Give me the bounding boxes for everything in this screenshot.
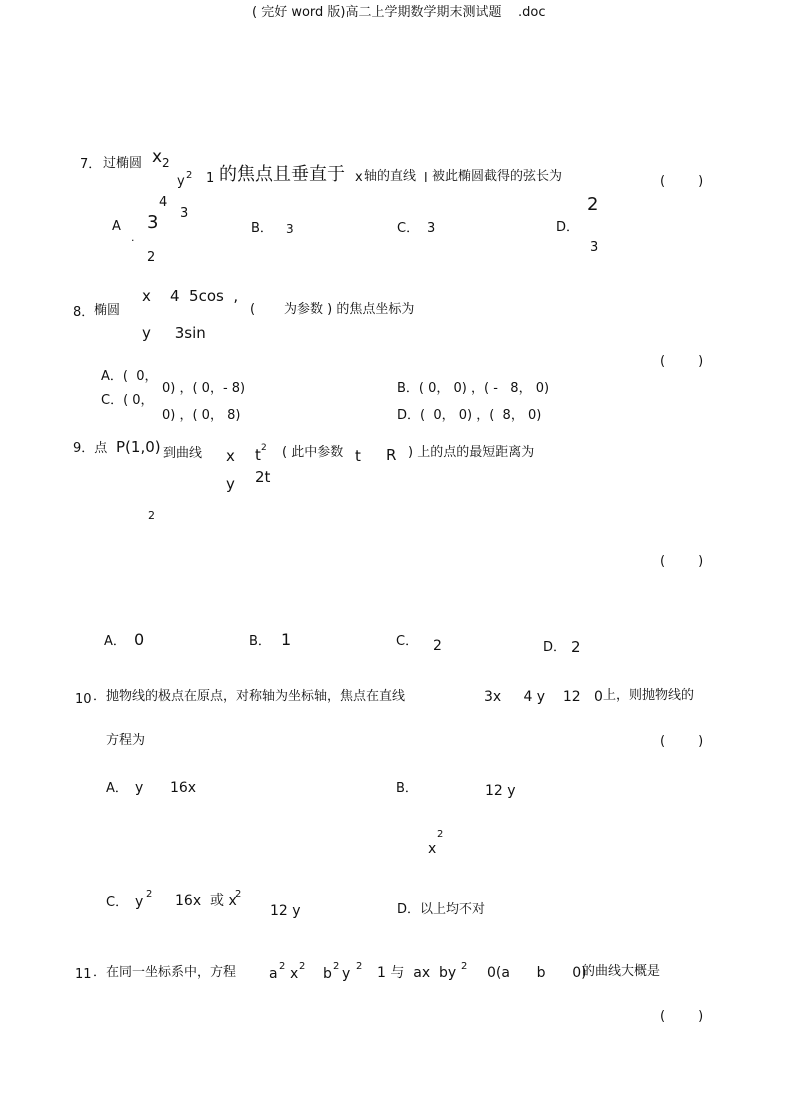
math-exponent: 2 — [279, 961, 286, 972]
answer-paren: ( ) — [660, 174, 704, 189]
question-text: 方程为 — [106, 733, 146, 748]
option-d-label: D． — [556, 220, 580, 235]
math-2t: 2t — [255, 468, 271, 486]
question-text: 的曲线大概是 — [582, 964, 661, 979]
question-number: 9．点 — [73, 441, 108, 456]
option-a-cont: 0) ，( 0，- 8) — [162, 381, 246, 396]
math-exponent: 2 — [261, 443, 267, 453]
question-text: 轴的直线 — [364, 169, 417, 184]
option-a-label: A． — [104, 634, 126, 649]
math-l: l — [424, 171, 428, 186]
math-exponent: 2 — [333, 961, 340, 972]
option-c-value: 2 — [433, 638, 442, 654]
question-text: 被此椭圆截得的弦长为 — [432, 169, 563, 184]
option-c-value: 12 y — [270, 903, 301, 919]
option-d-den: 3 — [590, 240, 599, 255]
answer-paren: ( ) — [660, 734, 704, 749]
option-a-value: 3 — [147, 212, 159, 233]
math-R: R — [386, 446, 397, 464]
answer-paren: ( ) — [660, 554, 704, 569]
math-t: t — [255, 446, 261, 464]
math-x: x — [152, 147, 163, 167]
math-a: a — [269, 966, 278, 982]
option-a-den: 2 — [147, 250, 156, 265]
math-x-equation: x 4 5cos , — [142, 287, 239, 305]
option-b: B．( 0， 0) ，( - 8， 0) — [397, 381, 550, 396]
option-a: A．( 0， — [101, 369, 158, 384]
option-b-label: B． — [396, 781, 418, 796]
question-text: ．抛物线的极点在原点，对称轴为坐标轴，焦点在直线 — [93, 689, 406, 704]
option-a-label: A — [112, 219, 121, 234]
option-d: D．( 0， 0) ，( 8， 0) — [397, 408, 542, 423]
option-c-label: C． — [106, 895, 129, 910]
option-c-exponent: 2 — [146, 889, 153, 900]
math-y: y — [226, 475, 235, 493]
math-condition: 0(a b 0) — [487, 965, 587, 981]
option-c-y: y — [135, 894, 144, 910]
math-subscript: 2 — [162, 156, 170, 170]
math-exponent: 2 — [461, 961, 468, 972]
option-b-label: B． — [251, 221, 273, 236]
math-line-equation: 3x 4 y 12 0 — [484, 689, 603, 705]
math-y: y — [177, 174, 185, 189]
math-four: 4 — [159, 195, 168, 210]
question-number: 11 — [75, 967, 92, 982]
stray-number: 2 — [148, 509, 155, 522]
option-b-label: B． — [249, 634, 271, 649]
math-one: 1 — [206, 171, 215, 186]
question-text: ( 为参数 ) 的焦点坐标为 — [250, 302, 415, 317]
math-x-axis: x — [355, 170, 363, 185]
math-x: x — [290, 966, 299, 982]
question-text: 的焦点且垂直于 — [219, 164, 345, 185]
math-x: x — [226, 447, 235, 465]
question-text: 到曲线 — [163, 446, 203, 461]
question-text: ( 此中参数 — [282, 445, 344, 460]
option-c-exponent: 2 — [235, 889, 242, 900]
question-text: 上，则抛物线的 — [603, 688, 695, 703]
option-a-sup: 3 — [180, 206, 189, 221]
math-exponent: 2 — [186, 170, 193, 181]
math-y: y — [342, 966, 351, 982]
question-text: ．在同一坐标系中，方程 — [93, 965, 237, 980]
option-d-num: 2 — [587, 194, 599, 215]
math-y-equation: y 3sin — [142, 324, 206, 342]
option-a-label: A． — [106, 781, 128, 796]
math-point: P(1,0) — [116, 438, 161, 456]
document-title: ( 完好 word 版)高二上学期数学期末测试题 .doc — [252, 5, 546, 20]
option-c: C．( 0， — [101, 393, 154, 408]
option-c-label: C． — [396, 634, 419, 649]
question-text: 椭圆 — [94, 303, 121, 318]
option-b-x: x — [428, 841, 437, 857]
option-a-value: y 16x — [135, 780, 197, 796]
math-exponent: 2 — [299, 961, 306, 972]
math-t: t — [355, 447, 361, 465]
option-b-value: 3 — [286, 222, 294, 236]
answer-paren: ( ) — [660, 354, 704, 369]
option-c-value: 16x 或 x — [175, 893, 237, 909]
option-d-value: 2 — [571, 638, 581, 656]
option-d: D．以上均不对 — [397, 902, 486, 917]
option-c-cont: 0) ，( 0， 8) — [162, 408, 241, 423]
math-equation: 1 与 ax by — [377, 965, 457, 981]
option-a-value: 0 — [134, 630, 145, 649]
option-c-label: C． — [397, 221, 420, 236]
question-number: 8． — [73, 305, 95, 320]
math-b: b — [323, 966, 332, 982]
question-number: 10 — [75, 692, 92, 707]
question-number: 7． — [80, 157, 102, 172]
option-a-dot: . — [131, 231, 135, 244]
question-text: ) 上的点的最短距离为 — [408, 445, 535, 460]
option-b-exponent: 2 — [437, 829, 444, 840]
option-b-value: 1 — [281, 630, 292, 649]
math-exponent: 2 — [356, 961, 363, 972]
option-d-label: D． — [543, 640, 567, 655]
option-b-value: 12 y — [485, 783, 516, 799]
option-c-value: 3 — [427, 221, 436, 236]
answer-paren: ( ) — [660, 1009, 704, 1024]
question-text: 过椭圆 — [103, 156, 143, 171]
